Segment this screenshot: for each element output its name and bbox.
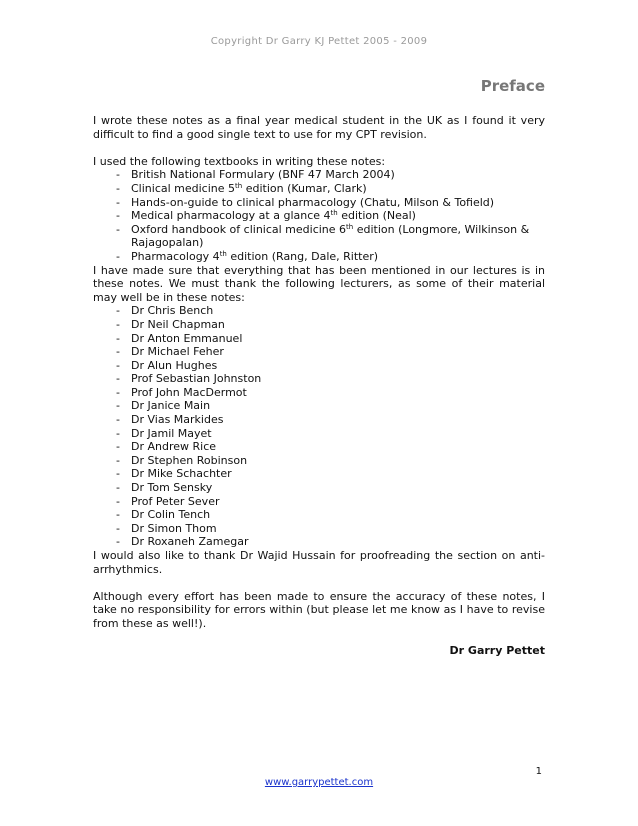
- lecturer-item: [93, 399, 545, 413]
- dash-bullet: -: [116, 413, 120, 427]
- lecturer-name: Dr Anton Emmanuel: [131, 331, 243, 345]
- dash-bullet: -: [116, 453, 120, 467]
- lecturer-item: [93, 372, 545, 386]
- dash-bullet: -: [116, 181, 120, 195]
- dash-bullet: -: [116, 358, 120, 372]
- textbook-item: [93, 168, 545, 182]
- dash-bullet: -: [116, 222, 120, 236]
- page-number: 1: [535, 766, 542, 777]
- lecturer-name: Dr Andrew Rice: [131, 440, 217, 454]
- dash-bullet: -: [116, 168, 120, 182]
- lecturers-list: [93, 304, 545, 549]
- textbook-edition: edition (Kumar, Clark): [242, 181, 367, 195]
- lecturer-name: Prof John MacDermot: [131, 385, 247, 399]
- textbook-title: Medical pharmacology at a glance 4: [131, 209, 331, 223]
- lecturer-item: [93, 522, 545, 536]
- lecturer-item: [93, 386, 545, 400]
- lecturer-name: Dr Alun Hughes: [131, 358, 218, 372]
- edition-superscript: th: [346, 222, 354, 231]
- lecturer-name: Dr Tom Sensky: [131, 481, 213, 495]
- dash-bullet: -: [116, 209, 120, 223]
- textbooks-intro: I used the following textbooks in writing these notes:: [93, 154, 386, 168]
- edition-superscript: th: [235, 181, 243, 190]
- lecturer-item: [93, 535, 545, 549]
- dash-bullet: -: [116, 494, 120, 508]
- dash-bullet: -: [116, 372, 120, 386]
- lecturer-name: Dr Jamil Mayet: [131, 426, 212, 440]
- lecturer-item: [93, 454, 545, 468]
- thanks-paragraph: I would also like to thank Dr Wajid Hussain for proofreading the section on anti-arrhythmics.: [93, 549, 545, 576]
- preface-body: [93, 114, 545, 658]
- textbook-item: [93, 223, 545, 250]
- dash-bullet: -: [116, 535, 120, 549]
- dash-bullet: -: [116, 521, 120, 535]
- dash-bullet: -: [116, 331, 120, 345]
- lecturer-name: Prof Peter Sever: [131, 494, 220, 508]
- lecturer-name: Dr Mike Schachter: [131, 467, 232, 481]
- textbook-title: Clinical medicine 5: [131, 181, 236, 195]
- lecturer-item: [93, 467, 545, 481]
- lecturer-name: Dr Michael Feher: [131, 345, 224, 359]
- dash-bullet: -: [116, 345, 120, 359]
- dash-bullet: -: [116, 385, 120, 399]
- textbook-item: [93, 196, 545, 210]
- lecturer-name: Prof Sebastian Johnston: [131, 372, 262, 386]
- edition-superscript: th: [219, 249, 227, 258]
- dash-bullet: -: [116, 399, 120, 413]
- lecturer-item: [93, 345, 545, 359]
- lecturer-item: [93, 427, 545, 441]
- dash-bullet: -: [116, 249, 120, 263]
- textbook-title: Pharmacology 4: [131, 249, 220, 263]
- lecturer-item: [93, 508, 545, 522]
- textbook-edition: edition (Longmore, Wilkinson & Rajagopalan): [131, 222, 530, 250]
- lecturer-item: [93, 359, 545, 373]
- lecturer-item: [93, 481, 545, 495]
- textbook-title: Oxford handbook of clinical medicine 6: [131, 222, 347, 236]
- edition-superscript: th: [330, 209, 338, 218]
- intro-paragraph: I wrote these notes as a final year medical student in the UK as I found it very difficult to find a good single text to use for my CPT revision.: [93, 114, 545, 141]
- textbook-edition: edition (Neal): [337, 209, 416, 223]
- textbook-title: Hands-on-guide to clinical pharmacology (Chatu, Milson & Tofield): [131, 195, 495, 209]
- textbook-item: [93, 209, 545, 223]
- page-title: Preface: [480, 77, 545, 95]
- copyright-header: Copyright Dr Garry KJ Pettet 2005 - 2009: [210, 36, 428, 47]
- lecturer-name: Dr Neil Chapman: [131, 317, 225, 331]
- dash-bullet: -: [116, 467, 120, 481]
- lecturer-name: Dr Colin Tench: [131, 508, 211, 522]
- dash-bullet: -: [116, 304, 120, 318]
- textbook-item: [93, 250, 545, 264]
- lecturer-item: [93, 440, 545, 454]
- lecturer-name: Dr Chris Bench: [131, 304, 214, 318]
- disclaimer-paragraph: Although every effort has been made to ensure the accuracy of these notes, I take no responsibility for errors within (but please let me know as I have to revise from these as well!).: [93, 589, 545, 630]
- lecturer-name: Dr Simon Thom: [131, 521, 217, 535]
- lecturer-item: [93, 318, 545, 332]
- lecturer-item: [93, 332, 545, 346]
- textbook-title: British National Formulary (BNF 47 March 2004): [131, 168, 395, 182]
- textbook-edition: edition (Rang, Dale, Ritter): [226, 249, 379, 263]
- dash-bullet: -: [116, 426, 120, 440]
- dash-bullet: -: [116, 508, 120, 522]
- website-link[interactable]: www.garrypettet.com: [264, 777, 374, 788]
- dash-bullet: -: [116, 440, 120, 454]
- dash-bullet: -: [116, 481, 120, 495]
- lecturer-name: Dr Janice Main: [131, 399, 211, 413]
- dash-bullet: -: [116, 317, 120, 331]
- textbooks-list: [93, 168, 545, 263]
- lecturer-name: Dr Roxaneh Zamegar: [131, 535, 249, 549]
- lecturer-item: [93, 413, 545, 427]
- footer: [0, 777, 638, 788]
- lecturers-intro: I have made sure that everything that has been mentioned in our lectures is in these notes. We must thank the following lecturers, as some of their material may well be in these notes:: [93, 263, 545, 304]
- lecturer-item: [93, 495, 545, 509]
- dash-bullet: -: [116, 195, 120, 209]
- lecturer-name: Dr Stephen Robinson: [131, 453, 248, 467]
- lecturer-item: [93, 304, 545, 318]
- textbook-item: [93, 182, 545, 196]
- author-signature: Dr Garry Pettet: [449, 644, 545, 658]
- lecturer-name: Dr Vias Markides: [131, 413, 224, 427]
